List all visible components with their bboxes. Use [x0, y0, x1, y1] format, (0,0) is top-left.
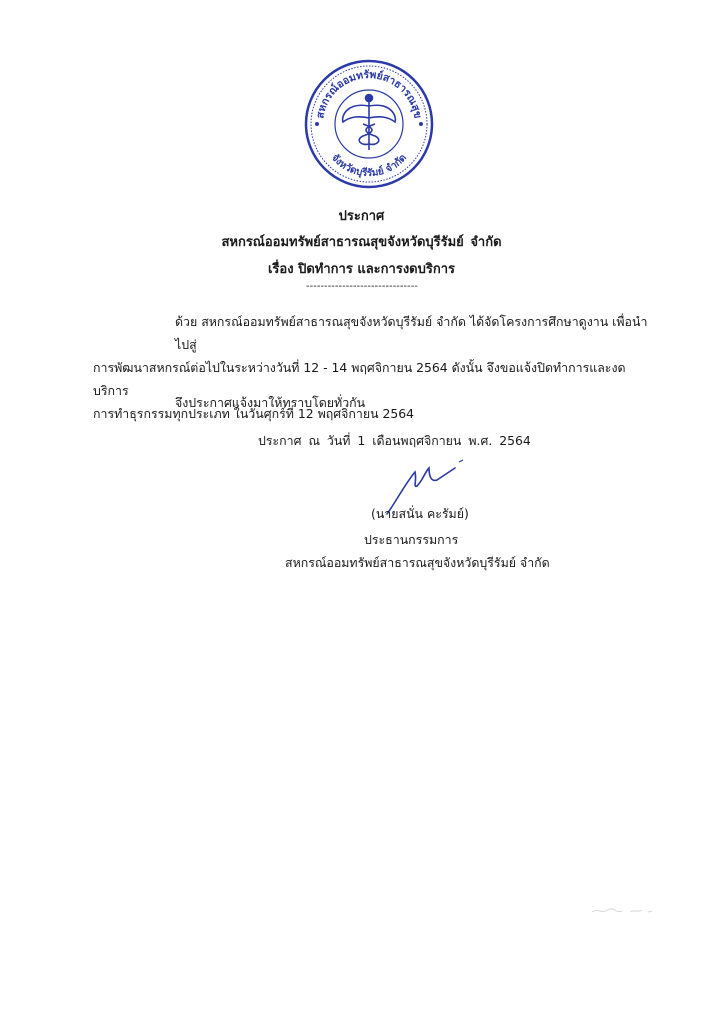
- organization-title: สหกรณ์ออมทรัพย์สาธารณสุขจังหวัดบุรีรัมย์ จำกัด: [221, 235, 502, 250]
- paragraph-line: การทำธุรกรรมทุกประเภท ในวันศุกร์ที่ 12 พฤศจิกายน 2564: [93, 406, 415, 421]
- caduceus-icon: [343, 95, 396, 151]
- divider-rule: -------------------------------: [306, 281, 418, 292]
- announcement-line: จึงประกาศแจ้งมาให้ทราบโดยทั่วกัน: [175, 395, 366, 410]
- signatory-organization: สหกรณ์ออมทรัพย์สาธารณสุขจังหวัดบุรีรัมย์ จำกัด: [285, 555, 550, 570]
- date-line: ประกาศ ณ วันที่ 1 เดือนพฤศจิกายน พ.ศ. 2564: [258, 433, 531, 448]
- paragraph-line: ด้วย สหกรณ์ออมทรัพย์สาธารณสุขจังหวัดบุรีรัมย์ จำกัด ได้จัดโครงการศึกษาดูงาน เพื่อนำไปสู่: [175, 314, 648, 352]
- paragraph-line: การพัฒนาสหกรณ์ต่อไปในระหว่างวันที่ 12 - 14 พฤศจิกายน 2564 ดังนั้น จึงขอแจ้งปิดทำการและงดบริการ: [93, 360, 626, 398]
- signatory-name: (นายสนั่น คะรัมย์): [371, 506, 469, 521]
- document-title: ประกาศ: [338, 209, 385, 224]
- seal-graphic: [303, 58, 435, 190]
- organization-seal: [303, 58, 435, 190]
- subject-line: เรื่อง ปิดทำการ และการงดบริการ: [267, 262, 455, 277]
- signatory-position: ประธานกรรมการ: [364, 532, 459, 547]
- faint-scan-mark: [590, 904, 654, 918]
- seal-text-top: สหกรณ์ออมทรัพย์สาธารณสุข: [314, 68, 424, 120]
- seal-text-bottom: จังหวัดบุรีรัมย์ จำกัด: [328, 152, 410, 180]
